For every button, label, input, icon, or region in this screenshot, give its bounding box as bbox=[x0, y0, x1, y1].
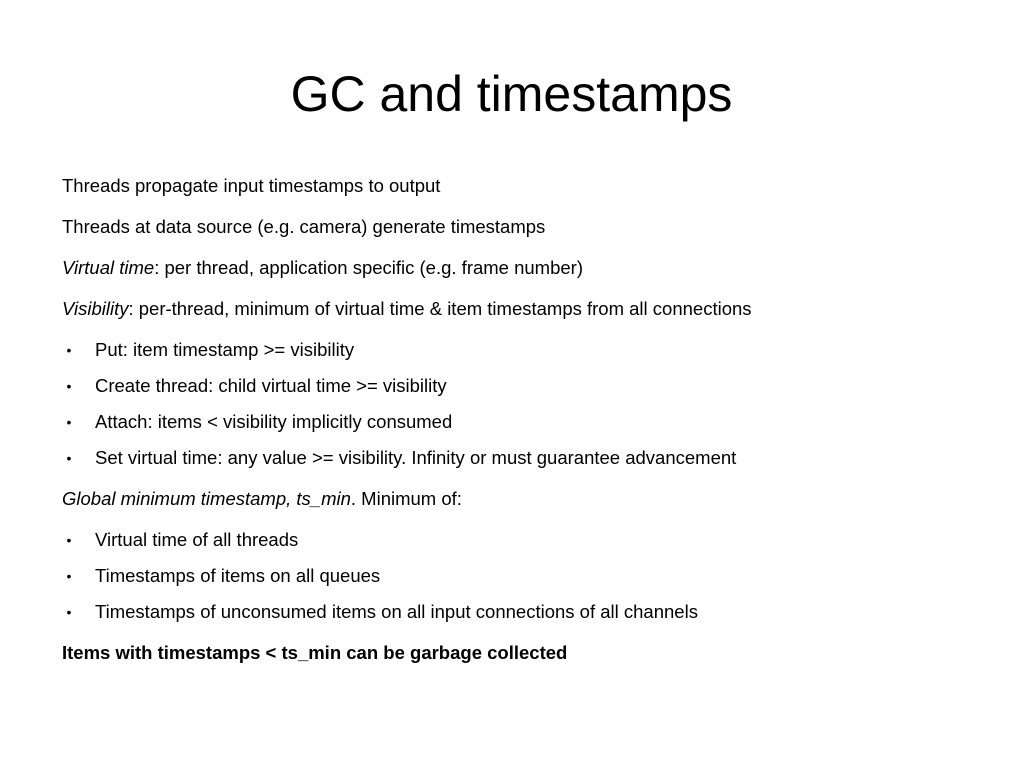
bullet-icon: • bbox=[66, 532, 72, 548]
list-item bbox=[62, 409, 992, 445]
global-minimum-description: . Minimum of: bbox=[350, 488, 462, 509]
slide-title: GC and timestamps bbox=[290, 66, 733, 122]
list-item bbox=[62, 563, 992, 599]
list-item-text: Timestamps of items on all queues bbox=[95, 565, 381, 586]
global-minimum-term: Global minimum timestamp, ts_min bbox=[62, 488, 351, 509]
bullet-icon: • bbox=[66, 568, 72, 584]
list-item-text: Virtual time of all threads bbox=[95, 529, 299, 550]
list-item bbox=[62, 373, 992, 409]
visibility-bullet-list bbox=[62, 337, 992, 486]
propagate-paragraph bbox=[62, 173, 992, 214]
list-item-text: Set virtual time: any value >= visibility. Infinity or must guarantee advancement bbox=[95, 447, 737, 468]
list-item-text: Put: item timestamp >= visibility bbox=[95, 339, 355, 360]
bullet-icon: • bbox=[66, 604, 72, 620]
list-item-text: Create thread: child virtual time >= visibility bbox=[95, 375, 447, 396]
visibility-description: : per-thread, minimum of virtual time & item timestamps from all connections bbox=[128, 298, 752, 319]
slide-body bbox=[62, 173, 992, 670]
bullet-icon: • bbox=[66, 414, 72, 430]
data-source-paragraph bbox=[62, 214, 992, 255]
global-minimum-paragraph bbox=[62, 486, 992, 527]
data-source-text: Threads at data source (e.g. camera) generate timestamps bbox=[62, 216, 546, 237]
virtual-time-term: Virtual time bbox=[62, 257, 155, 278]
visibility-paragraph bbox=[62, 296, 992, 337]
list-item bbox=[62, 445, 992, 486]
list-item bbox=[62, 527, 992, 563]
ts-min-bullet-list bbox=[62, 527, 992, 640]
bullet-icon: • bbox=[66, 342, 72, 358]
list-item-text: Attach: items < visibility implicitly consumed bbox=[95, 411, 453, 432]
conclusion-text: Items with timestamps < ts_min can be garbage collected bbox=[62, 642, 568, 663]
bullet-icon: • bbox=[66, 450, 72, 466]
virtual-time-description: : per thread, application specific (e.g. frame number) bbox=[154, 257, 583, 278]
list-item-text: Timestamps of unconsumed items on all input connections of all channels bbox=[95, 601, 698, 622]
virtual-time-paragraph bbox=[62, 255, 992, 296]
propagate-text: Threads propagate input timestamps to output bbox=[62, 175, 441, 196]
conclusion-paragraph bbox=[62, 640, 992, 670]
list-item bbox=[62, 599, 992, 640]
list-item bbox=[62, 337, 992, 373]
bullet-icon: • bbox=[66, 378, 72, 394]
visibility-term: Visibility bbox=[62, 298, 129, 319]
